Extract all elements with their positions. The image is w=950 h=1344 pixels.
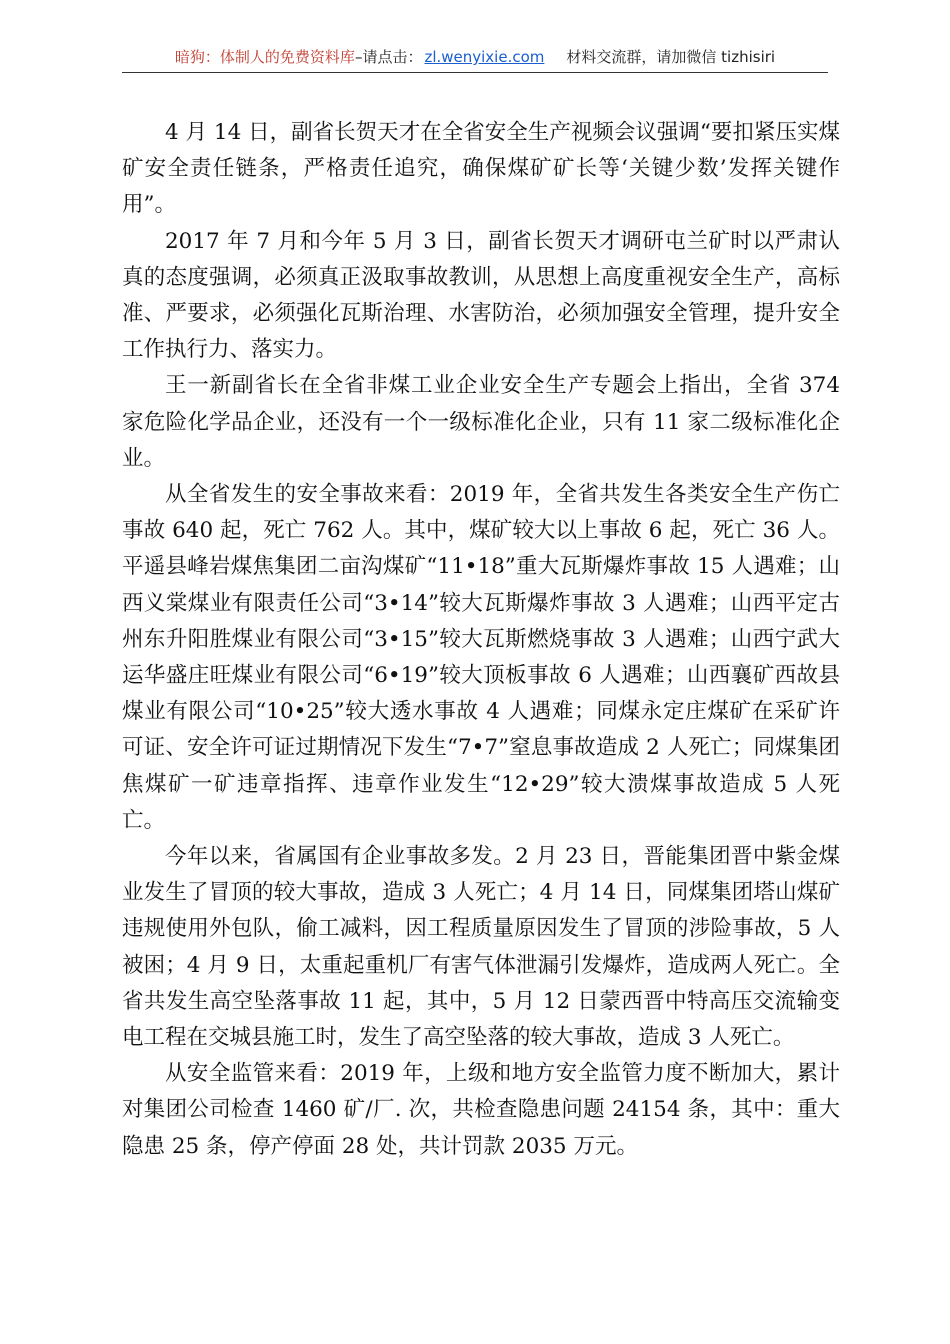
header-prompt: –请点击：	[354, 48, 423, 66]
header-brand: 暗狗：体制人的免费资料库	[174, 48, 355, 66]
paragraph-4: 从全省发生的安全事故来看：2019 年，全省共发生各类安全生产伤亡事故 640 起，死亡 762 人。其中，煤矿较大以上事故 6 起，死亡 36 人。平遥县峰岩煤焦集团二亩沟煤矿“11•18”重大瓦斯爆炸事故 15 人遇难；山西义棠煤业有限责任公司“3•14”较大瓦斯爆炸事故 3 人遇难；山西平定古州东升阳胜煤业有限公司“3•15”较大瓦斯燃烧事故 3 人遇难；山西宁武大运华盛庄旺煤业有限公司“6•19”较大顶板事故 6 人遇难；山西襄矿西故县煤业有限公司“10•25”较大透水事故 4 人遇难；同煤永定庄煤矿在采矿许可证、安全许可证过期情况下发生“7•7”窒息事故造成 2 人死亡；同煤集团焦煤矿一矿违章指挥、违章作业发生“12•29”较大溃煤事故造成 5 人死亡。	[122, 482, 840, 833]
header-group-note: 材料交流群，请加微信 tizhisiri	[566, 48, 776, 66]
paragraph-5: 今年以来，省属国有企业事故多发。2 月 23 日，晋能集团晋中紫金煤业发生了冒顶的较大事故，造成 3 人死亡；4 月 14 日，同煤集团塔山煤矿违规使用外包队，偷工减料，因工程质量原因发生了冒顶的涉险事故，5 人被困；4 月 9 日，太重起重机厂有害气体泄漏引发爆炸，造成两人死亡。全省共发生高空坠落事故 11 起，其中，5 月 12 日蒙西晋中特高压交流输变电工程在交城县施工时，发生了高空坠落的较大事故，造成 3 人死亡。	[122, 844, 840, 1051]
paragraph-6: 从安全监管来看：2019 年，上级和地方安全监管力度不断加大，累计对集团公司检查 1460 矿/厂. 次，共检查隐患问题 24154 条，其中：重大隐患 25 条，停产停面 28 处，共计罚款 2035 万元。	[122, 1061, 840, 1159]
paragraph-2: 2017 年 7 月和今年 5 月 3 日，副省长贺天才调研屯兰矿时以严肃认真的态度强调，必须真正汲取事故教训，从思想上高度重视安全生产，高标准、严要求，必须强化瓦斯治理、水害防治，必须加强安全管理，提升安全工作执行力、落实力。	[122, 228, 840, 363]
header-link[interactable]: zl.wenyixie.com	[424, 48, 545, 66]
page-header	[122, 42, 828, 73]
document-body	[122, 115, 840, 1165]
paragraph-1: 4 月 14 日，副省长贺天才在全省安全生产视频会议强调“要扣紧压实煤矿安全责任链条，严格责任追究，确保煤矿矿长等‘关键少数’发挥关键作用”。	[122, 120, 840, 218]
paragraph-3: 王一新副省长在全省非煤工业企业安全生产专题会上指出，全省 374 家危险化学品企业，还没有一个一级标准化企业，只有 11 家二级标准化企业。	[122, 373, 840, 471]
